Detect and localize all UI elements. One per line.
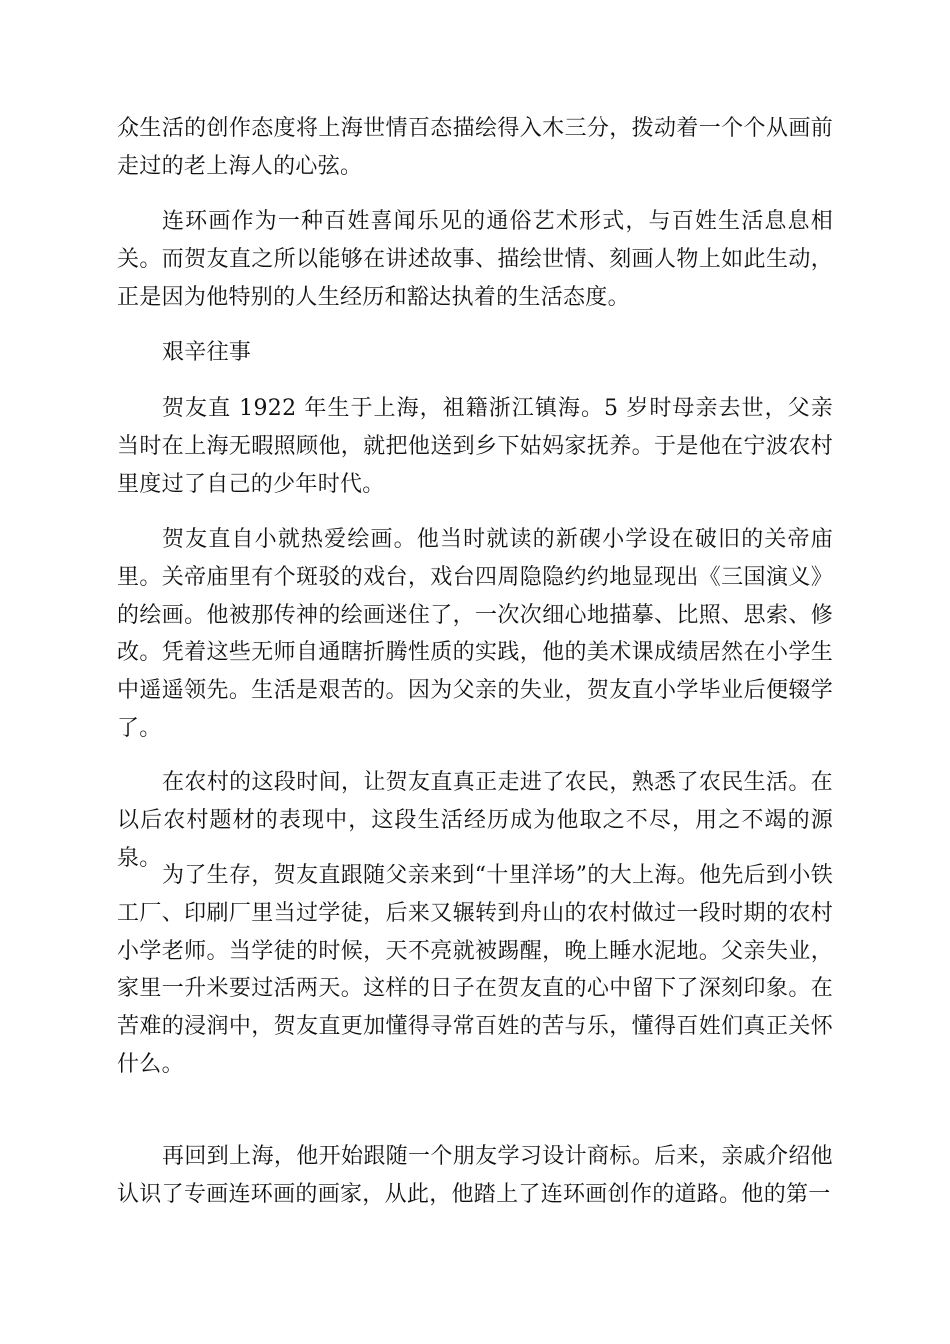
paragraph-comic-art: 连环画作为一种百姓喜闻乐见的通俗艺术形式，与百姓生活息息相关。而贺友直之所以能够在讲述故事、描绘世情、刻画人物上如此生动，正是因为他特别的人生经历和豁达执着的生活态度。 [117, 209, 833, 310]
section-heading: 艰辛往事 [162, 340, 252, 365]
paragraph-return-shanghai: 再回到上海，他开始跟随一个朋友学习设计商标。后来，亲戚介绍他认识了专画连环画的画家，从此，他踏上了连环画创作的道路。他的第一 [117, 1144, 833, 1207]
paragraph-childhood-drawing: 贺友直自小就热爱绘画。他当时就读的新碶小学设在破旧的关帝庙里。关帝庙里有个斑驳的戏台，戏台四周隐隐约约地显现出《三国演义》的绘画。他被那传神的绘画迷住了，一次次细心地描摹、比照、思索、修改。凭着这些无师自通瞎折腾性质的实践，他的美术课成绩居然在小学生中遥遥领先。生活是艰苦的。因为父亲的失业，贺友直小学毕业后便辍学了。 [117, 527, 833, 741]
paragraph-shanghai-survival: 为了生存，贺友直跟随父亲来到“十里洋场”的大上海。他先后到小铁工厂、印刷厂里当过学徒，后来又辗转到舟山的农村做过一段时期的农村小学老师。当学徒的时候，天不亮就被踢醒，晚上睡水泥地。父亲失业，家里一升米要过活两天。这样的日子在贺友直的心中留下了深刻印象。在苦难的浸润中，贺友直更加懂得寻常百姓的苦与乐，懂得百姓们真正关怀什么。 [117, 863, 833, 1077]
paragraph-rural-life: 在农村的这段时间，让贺友直真正走进了农民，熟悉了农民生活。在以后农村题材的表现中，这段生活经历成为他取之不尽，用之不竭的源泉。 [117, 770, 833, 871]
paragraph-birth: 贺友直 1922 年生于上海，祖籍浙江镇海。5 岁时母亲去世，父亲当时在上海无暇照顾他，就把他送到乡下姑妈家抚养。于是他在宁波农村里度过了自己的少年时代。 [117, 396, 833, 497]
paragraph-continuation: 众生活的创作态度将上海世情百态描绘得入木三分，拨动着一个个从画前走过的老上海人的心弦。 [117, 116, 833, 179]
